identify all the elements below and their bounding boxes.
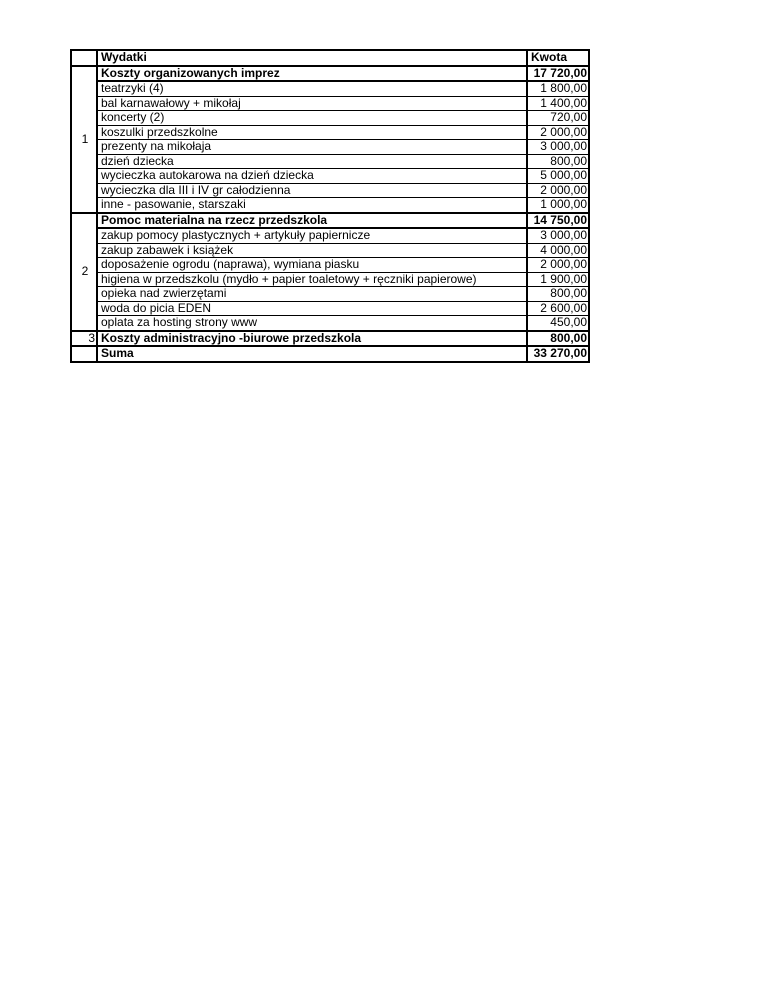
table-row [71,96,589,111]
item-amount: 800,00 [527,287,589,302]
description-header: Wydatki [97,50,527,66]
item-amount: 1 800,00 [527,81,589,96]
item-label: koncerty (2) [97,111,527,126]
group-1-total: 17 720,00 [527,66,589,82]
item-label: wycieczka autokarowa na dzień dziecka [97,169,527,184]
group-2-title-row [71,213,589,229]
item-label: inne - pasowanie, starszaki [97,198,527,213]
item-amount: 4 000,00 [527,243,589,258]
item-label: opieka nad zwierzętami [97,287,527,302]
expense-table [70,49,590,363]
sum-row [71,346,589,362]
table-row [71,258,589,273]
group-1-title-row [71,66,589,82]
item-amount: 1 000,00 [527,198,589,213]
group-3-number: 3 [71,331,97,347]
table-row [71,140,589,155]
table-row [71,183,589,198]
group-3-title: Koszty administracyjno -biurowe przedszkola [97,331,527,347]
item-label: zakup pomocy plastycznych + artykuły papiernicze [97,228,527,243]
table-row [71,243,589,258]
item-label: zakup zabawek i książek [97,243,527,258]
item-label: higiena w przedszkolu (mydło + papier toaletowy + ręczniki papierowe) [97,272,527,287]
item-label: oplata za hosting strony www [97,316,527,331]
group-3-total: 800,00 [527,331,589,347]
item-amount: 1 900,00 [527,272,589,287]
group-1-number: 1 [71,66,97,213]
item-amount: 3 000,00 [527,228,589,243]
amount-header: Kwota [527,50,589,66]
table-row [71,154,589,169]
number-header-cell [71,50,97,66]
group-2-number: 2 [71,213,97,331]
item-amount: 2 600,00 [527,301,589,316]
item-amount: 720,00 [527,111,589,126]
table-row [71,228,589,243]
item-amount: 2 000,00 [527,258,589,273]
item-amount: 450,00 [527,316,589,331]
item-label: koszulki przedszkolne [97,125,527,140]
item-label: wycieczka dla III i IV gr całodzienna [97,183,527,198]
item-amount: 1 400,00 [527,96,589,111]
item-amount: 5 000,00 [527,169,589,184]
table-row [71,301,589,316]
table-row [71,316,589,331]
item-label: dzień dziecka [97,154,527,169]
group-2-title: Pomoc materialna na rzecz przedszkola [97,213,527,229]
item-amount: 3 000,00 [527,140,589,155]
table-row [71,125,589,140]
item-label: teatrzyki (4) [97,81,527,96]
table-row [71,198,589,213]
sum-amount: 33 270,00 [527,346,589,362]
item-label: prezenty na mikołaja [97,140,527,155]
item-label: woda do picia EDEN [97,301,527,316]
table-row [71,111,589,126]
group-2-total: 14 750,00 [527,213,589,229]
item-label: bal karnawałowy + mikołaj [97,96,527,111]
item-amount: 2 000,00 [527,183,589,198]
item-amount: 2 000,00 [527,125,589,140]
table-row [71,81,589,96]
table-row [71,272,589,287]
item-label: doposażenie ogrodu (naprawa), wymiana piasku [97,258,527,273]
header-row [71,50,589,66]
group-3-title-row [71,331,589,347]
group-1-title: Koszty organizowanych imprez [97,66,527,82]
table-row [71,169,589,184]
table-row [71,287,589,302]
item-amount: 800,00 [527,154,589,169]
sum-number-cell [71,346,97,362]
sum-label: Suma [97,346,527,362]
